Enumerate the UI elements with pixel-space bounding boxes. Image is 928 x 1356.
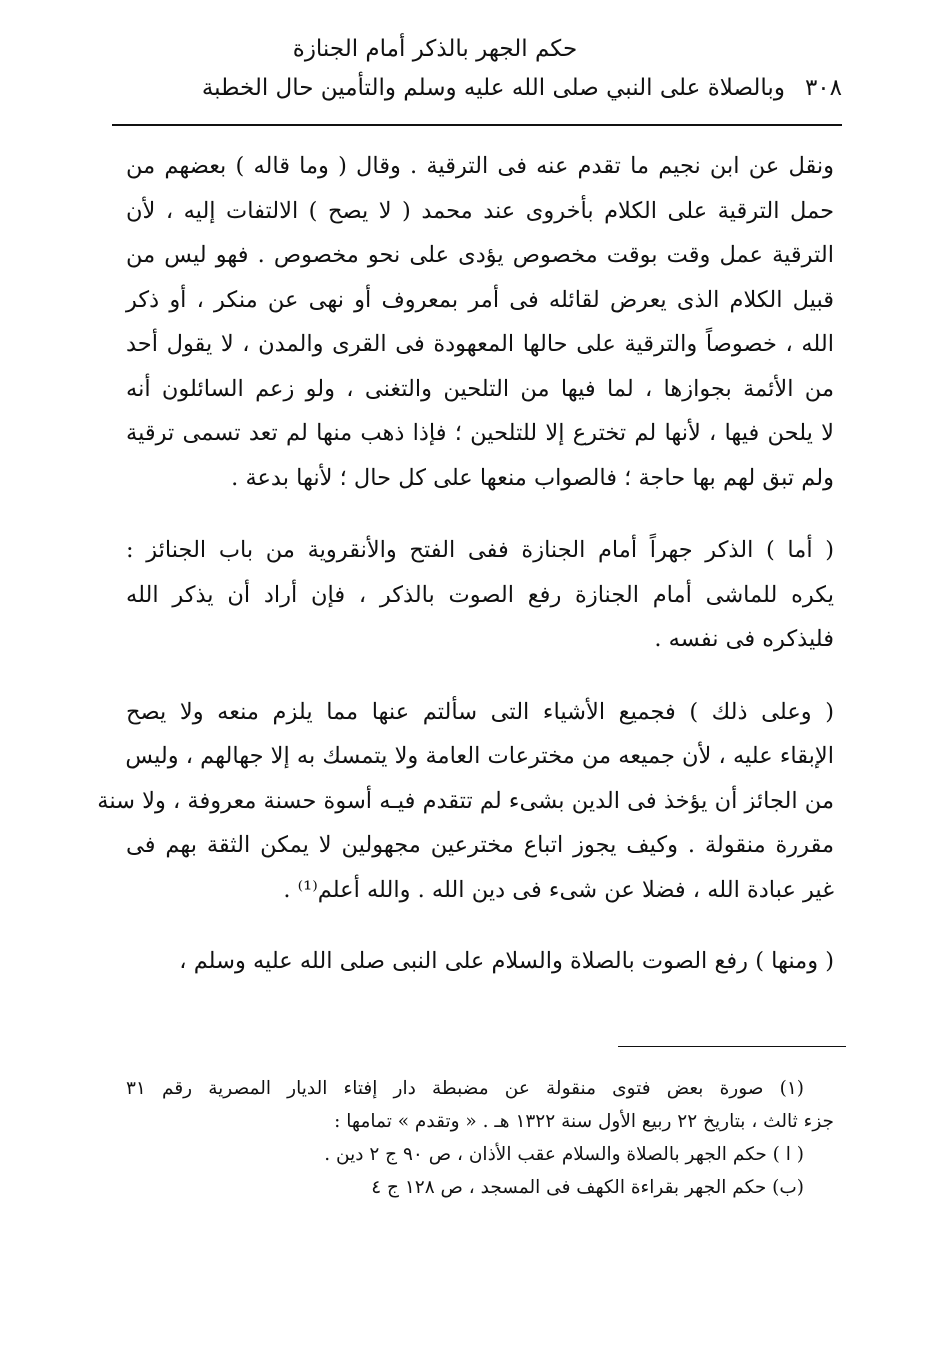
text-line: من الجائز أن يؤخذ فى الدين بشىء لم تتقدم فيـه أسوة حسنة معروفة ، ولا سنة	[97, 787, 834, 814]
text-line: لا يلحن فيها ، لأنها لم تخترع إلا للتلحين ؛ فإذا ذهب منها لم تعد تسمى ترقية	[126, 420, 834, 446]
running-title-row	[108, 68, 842, 108]
running-title: حكم الجهر بالذكر أمام الجنازة	[292, 36, 578, 62]
footnote-line: جزء ثالث ، بتاريخ ٢٢ ربيع الأول سنة ١٣٢٢ هـ . « وتقدم » تمامها :	[334, 1111, 834, 1132]
page-number: ٣٠٨	[804, 75, 842, 101]
text-line: غير عبادة الله ، فضلا عن شىء فى دين الله . والله أعلم⁽¹⁾ .	[283, 876, 834, 903]
text-line: فليذكره فى نفسه .	[654, 626, 834, 652]
running-subtitle: وبالصلاة على النبي صلى الله عليه وسلم والتأمين حال الخطبة	[201, 75, 785, 101]
text-line: قبيل الكلام الذى يعرض لقائله فى أمر بمعروف أو نهى عن منكر ، أو ذكر	[126, 286, 834, 313]
header-rule	[112, 124, 842, 126]
footnotes	[126, 1072, 834, 1204]
page-header	[108, 30, 842, 108]
text-line: الترقية عمل وقت بوقت مخصوص يؤدى على نحو مخصوص . فهو ليس من	[126, 242, 834, 268]
text-line: الإبقاء عليه ، لأن جميعه من مخترعات العامة ولا يتمسك به إلا جهالهم ، وليس	[125, 743, 834, 769]
text-line: يكره للماشى أمام الجنازة رفع الصوت بالذكر ، فإن أراد أن يذكر الله	[126, 581, 834, 608]
text-line: ولم تبق لهم بها حاجة ؛ فالصواب منعها على كل حال ؛ لأنها بدعة .	[231, 464, 834, 491]
footnote-rule	[618, 1046, 846, 1047]
paragraph	[126, 528, 834, 662]
paragraph	[126, 144, 834, 500]
text-line: ( وعلى ذلك ) فجميع الأشياء التى سألتم عنها مما يلزم منعه ولا يصح	[126, 698, 834, 725]
text-line: الله ، خصوصاً والترقية على حالها المعهودة فى القرى والمدن ، لا يقول أحد	[126, 331, 834, 357]
text-line: حمل الترقية على الكلام بأخروى عند محمد ( لا يصح ) الالتفات إليه ، لأن	[126, 197, 834, 224]
body-text	[97, 144, 834, 984]
footnote-line: (١) صورة بعض فتوى منقولة عن مضبطة دار إفتاء الديار المصرية رقم ٣١	[126, 1078, 804, 1099]
footnote-line: (ب) حكم الجهر بقراءة الكهف فى المسجد ، ص ١٢٨ ج ٤	[371, 1177, 804, 1198]
text-line: ( ومنها ) رفع الصوت بالصلاة والسلام على النبى صلى الله عليه وسلم ،	[179, 948, 834, 974]
text-line: ونقل عن ابن نجيم ما تقدم عنه فى الترقية . وقال ( وما قاله ) بعضهم من	[126, 153, 834, 179]
footnote-line: ( ا ) حكم الجهر بالصلاة والسلام عقب الأذان ، ص ٩٠ ج ٢ دين .	[324, 1144, 804, 1165]
paragraph	[97, 690, 834, 913]
text-line: ( أما ) الذكر جهراً أمام الجنازة ففى الفتح والأنقروية من باب الجنائز :	[126, 537, 834, 563]
text-line: مقررة منقولة . وكيف يجوز اتباع مخترعين مجهولين لا يمكن الثقة بهم فى	[126, 832, 834, 858]
text-line: من الأئمة بجوازها ، لما فيها من التلحين والتغنى ، ولو زعم السائلون أنه	[126, 375, 834, 402]
paragraph	[126, 939, 834, 984]
